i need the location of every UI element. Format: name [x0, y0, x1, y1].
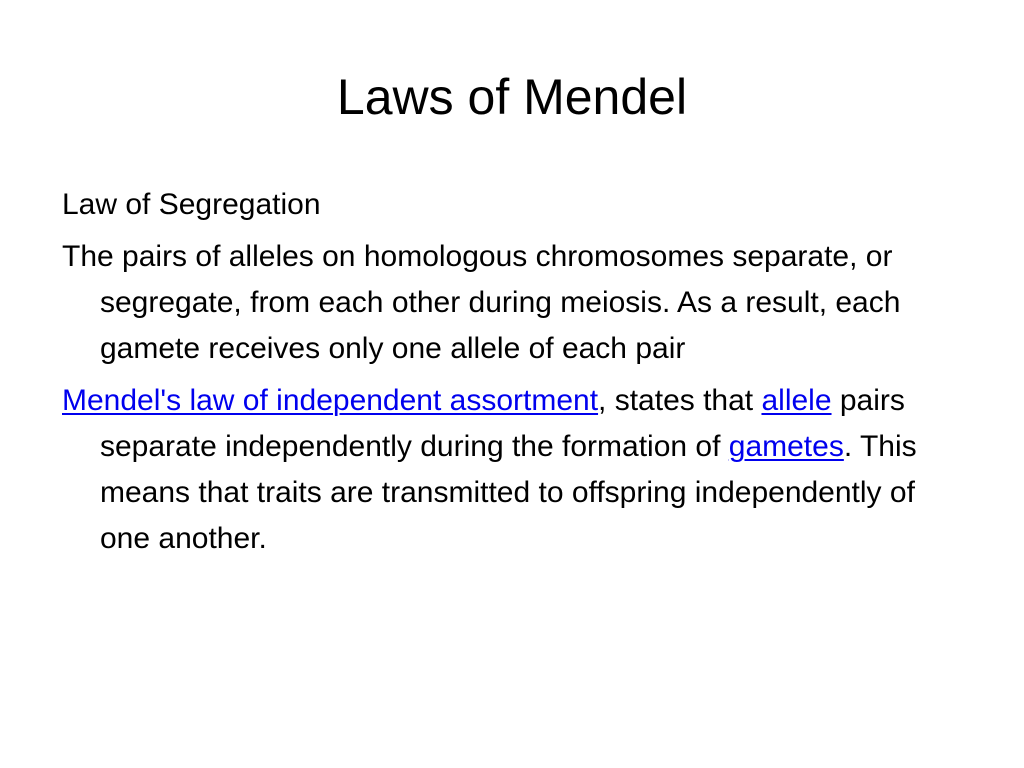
paragraph-text: pairs separate independently during the formation of: [100, 384, 905, 463]
segregation-paragraph: The pairs of alleles on homologous chromosomes separate, or segregate, from each other during meiosis. As a result, each gamete receives only one allele of each pair: [62, 240, 901, 365]
law-heading: Law of Segregation: [62, 188, 321, 221]
paragraph-text: . This means that traits are transmitted to offspring independently of one another.: [100, 430, 917, 555]
allele-link[interactable]: allele: [761, 384, 832, 417]
gametes-link[interactable]: gametes: [728, 430, 844, 463]
slide-title: Laws of Mendel: [336, 69, 688, 125]
independent-assortment-link[interactable]: Mendel's law of independent assortment: [62, 384, 599, 417]
independent-assortment-paragraph: [62, 378, 972, 562]
paragraph-text: , states that: [598, 384, 762, 417]
slide-body: [62, 182, 972, 568]
